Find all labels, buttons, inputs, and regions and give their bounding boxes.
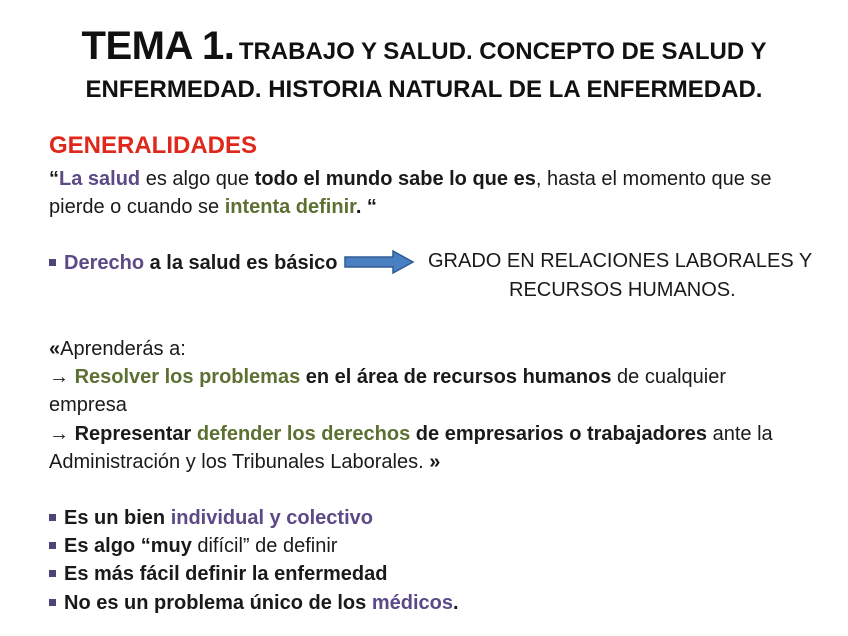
- b1-bold: Es un bien: [64, 507, 171, 529]
- degree-line2: RECURSOS HUMANOS.: [509, 279, 736, 301]
- bullet-item-3: [49, 561, 387, 587]
- aprender-intro-text: Aprenderás a:: [60, 338, 186, 360]
- quote-text2: , hasta el momento que se: [535, 168, 772, 190]
- quote-la-salud: La salud: [59, 168, 141, 190]
- title-prefix: TEMA 1.: [81, 24, 235, 68]
- quote-open-mark: “: [49, 168, 59, 190]
- bullet-square-icon: [49, 570, 56, 577]
- bullet-square-icon: [49, 599, 56, 606]
- bullet-square-icon: [49, 514, 56, 521]
- quote-line2: [49, 194, 377, 220]
- quote-close-mark: . “: [355, 196, 377, 218]
- item1-green: Resolver los problemas: [74, 366, 301, 388]
- slide-title-line1: [20, 24, 828, 69]
- bullet-item-1: [49, 505, 373, 531]
- bullet-item-2: [49, 533, 337, 559]
- item2-bold2: de empresarios o trabajadores: [410, 423, 708, 445]
- derecho-bullet: [49, 250, 337, 276]
- item2-bold1: Representar: [74, 423, 192, 445]
- aprender-item2: [49, 421, 773, 447]
- b1-purple: individual y colectivo: [170, 507, 373, 529]
- b3-bold: Es más fácil definir la enfermedad: [64, 563, 388, 585]
- aprender-open-mark: «: [49, 338, 61, 360]
- quote-todo: todo el mundo sabe lo que es: [254, 168, 536, 190]
- derecho-rest: a la salud es básico: [144, 252, 338, 274]
- bullet-square-icon: [49, 259, 56, 266]
- item2-line2-text: Administración y los Tribunales Laborales.: [49, 451, 430, 473]
- aprender-item1-line2: empresa: [49, 394, 127, 416]
- aprender-intro: [49, 336, 186, 362]
- quote-line1: [49, 166, 772, 192]
- quote-intenta: intenta definir: [224, 196, 356, 218]
- item2-rest: ante la: [707, 423, 773, 445]
- aprender-close-mark: »: [429, 451, 441, 473]
- quote-text1: es algo que: [140, 168, 255, 190]
- b4-end: .: [452, 592, 459, 614]
- b2-rest: difícil” de definir: [191, 535, 338, 557]
- aprender-item2-line2: [49, 449, 440, 475]
- arrow-right-icon: →: [49, 423, 69, 445]
- aprender-item1: [49, 364, 726, 390]
- degree-line1: GRADO EN RELACIONES LABORALES Y: [428, 250, 813, 272]
- bullet-square-icon: [49, 542, 56, 549]
- right-arrow-icon: [343, 249, 415, 275]
- b2-bold: Es algo “muy: [64, 535, 192, 557]
- section-heading: GENERALIDADES: [49, 132, 258, 159]
- item1-rest: de cualquier: [611, 366, 726, 388]
- b4-bold: No es un problema único de los: [64, 592, 372, 614]
- quote-text3: pierde o cuando se: [49, 196, 225, 218]
- slide-title-line2: ENFERMEDAD. HISTORIA NATURAL DE LA ENFERMEDAD.: [85, 76, 763, 103]
- arrow-right-icon: →: [49, 366, 69, 388]
- derecho-word: Derecho: [64, 252, 145, 274]
- item2-green: defender los derechos: [191, 423, 411, 445]
- b4-purple: médicos: [371, 592, 453, 614]
- title-line1-rest: TRABAJO Y SALUD. CONCEPTO DE SALUD Y: [238, 38, 767, 65]
- bullet-item-4: [49, 590, 459, 616]
- item1-bold: en el área de recursos humanos: [300, 366, 612, 388]
